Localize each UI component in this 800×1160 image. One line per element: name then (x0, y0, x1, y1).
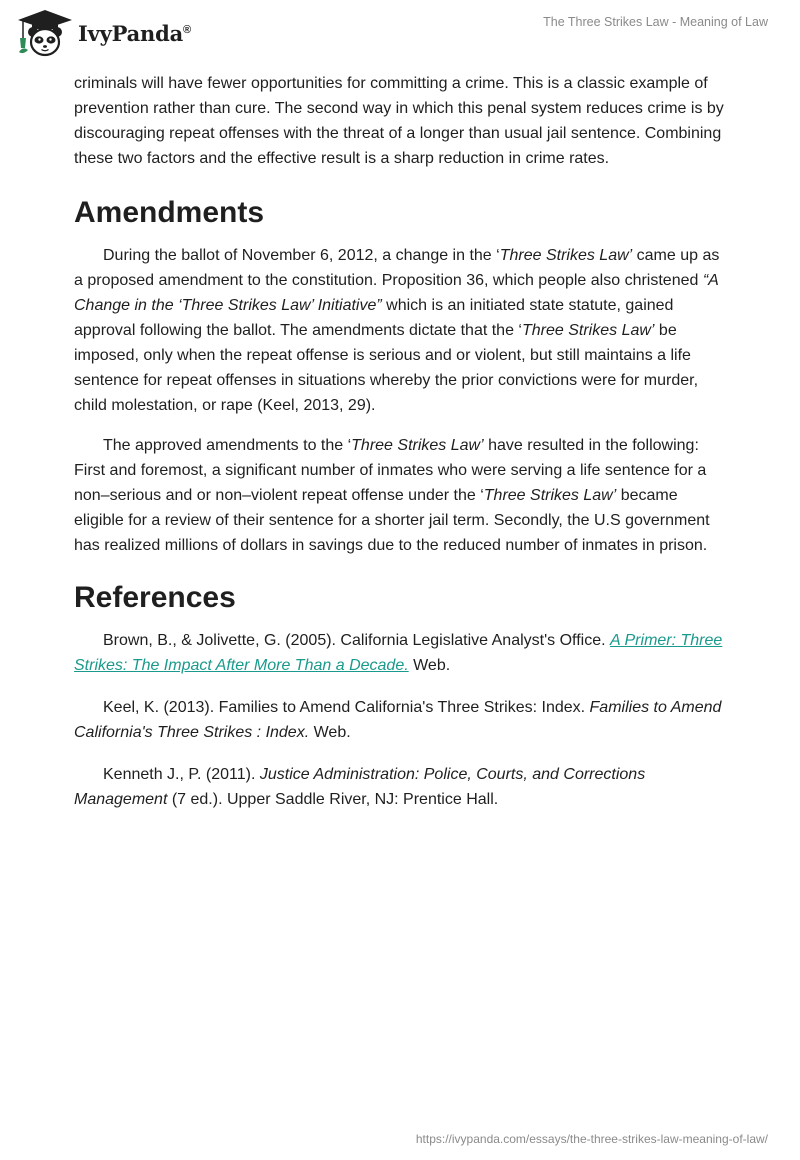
amendments-paragraph-1: During the ballot of November 6, 2012, a change in the ‘Three Strikes Law’ came up as a proposed amendment to the constitution. Proposition 36, which people also christened “A Change in the ‘Three Strikes Law’ Initiative” which is an initiated state statute, gained approval following the ballot. The amendments dictate that the ‘Three Strikes Law’ be imposed, only when the repeat offense is serious and or violent, but still maintains a life sentence for repeat offenses in situations whereby the prior convictions were for murder, child molestation, or rape (Keel, 2013, 29). (74, 247, 720, 414)
reference-item: Kenneth J., P. (2011). Justice Administration: Police, Courts, and Corrections Management (7 ed.). Upper Saddle River, NJ: Prentice Hall. (74, 766, 646, 808)
page-header (0, 0, 800, 70)
footer-url: https://ivypanda.com/essays/the-three-strikes-law-meaning-of-law/ (415, 1132, 768, 1146)
essay-content (74, 71, 730, 812)
references-list (74, 628, 730, 812)
reference-item: Brown, B., & Jolivette, G. (2005). California Legislative Analyst's Office. A Primer: Three Strikes: The Impact After More Than a Decade. Web. (74, 632, 723, 674)
amendments-paragraph-2: The approved amendments to the ‘Three Strikes Law’ have resulted in the following: First and foremost, a significant number of inmates who were serving a life sentence for a non–serious and or non–violent repeat offense under the ‘Three Strikes Law’ became eligible for a review of their sentence for a shorter jail term. Secondly, the U.S government has realized millions of dollars in savings due to the reduced number of inmates in prison. (74, 437, 710, 554)
references-heading: References (74, 581, 236, 614)
panda-graduate-icon (14, 8, 76, 58)
ivypanda-logo[interactable] (14, 8, 199, 58)
amendments-heading: Amendments (74, 196, 265, 229)
intro-paragraph: criminals will have fewer opportunities for committing a crime. This is a classic example of prevention rather than cure. The second way in which this penal system reduces crime is by discouraging repeat offenses with the threat of a longer than usual jail sentence. Combining these two factors and the effective result is a sharp reduction in crime rates. (74, 75, 724, 167)
logo-text: IvyPanda® (78, 20, 191, 46)
reference-link[interactable]: A Primer: Three Strikes: The Impact After More Than a Decade. (74, 632, 723, 674)
reference-item: Keel, K. (2013). Families to Amend California's Three Strikes: Index. Families to Amend California's Three Strikes : Index. Web. (74, 699, 722, 741)
page-title: The Three Strikes Law - Meaning of Law (543, 15, 768, 29)
